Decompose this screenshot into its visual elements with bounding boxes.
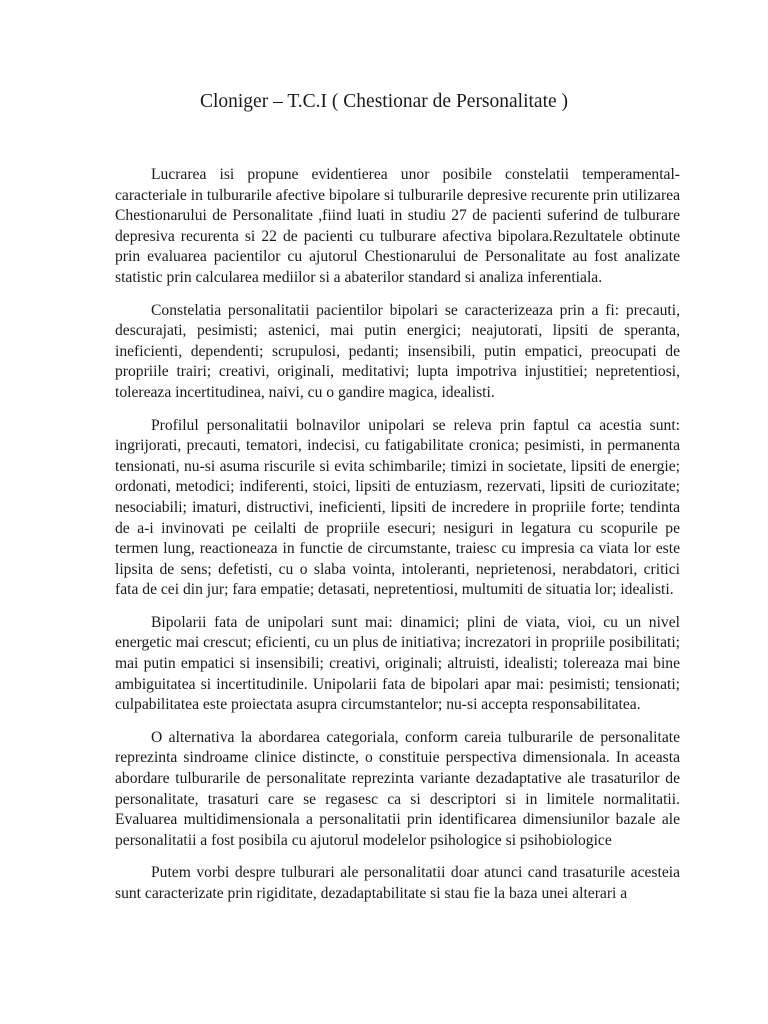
document-body [115, 165, 680, 905]
paragraph-study-description: Lucrarea isi propune evidentierea unor posibile constelatii temperamental-caracteriale in tulburarile afective bipolare si tulburarile depresive recurente prin utilizarea Chestionarului de Personalitate ,fiind luati in studiu 27 de pacienti suferind de tulburare depresiva recurenta si 22 de pacienti cu tulburare afectiva bipolara.Rezultatele obtinute prin evaluarea pacientilor cu ajutorul Chestionarului de Personalitate au fost analizate statistic prin calcularea mediilor si a abaterilor standard si analiza inferentiala. [115, 166, 680, 286]
paragraph-personality-disorders: Putem vorbi despre tulburari ale personalitatii doar atunci cand trasaturile acesteia sunt caracterizate prin rigiditate, dezadaptabilitate si stau fie la baza unei alterari a [115, 864, 680, 902]
paragraph-comparison: Bipolarii fata de unipolari sunt mai: dinamici; plini de viata, vioi, cu un nivel energetic mai crescut; eficienti, cu un plus de initiativa; increzatori in propriile posibilitati; mai putin empatici si insensibili; creativi, originali; altruisti, idealisti; tolereaza mai bine ambiguitatea si incertitudinile. Unipolarii fata de bipolari apar mai: pesimisti; tensionati; culpabilitatea este proiectata asupra circumstantelor; nu-si accepta responsabilitatea. [115, 613, 680, 714]
paragraph-dimensional-perspective: O alternativa la abordarea categoriala, conform careia tulburarile de personalitate reprezinta sindroame clinice distincte, o constituie perspectiva dimensionala. In aceasta abordare tulburarile de personalitate reprezinta variante dezadaptative ale trasaturilor de personalitate, trasaturi care se regasesc ca si descriptori si in limitele normalitatii. Evaluarea multidimensionala a personalitatii prin identificarea dimensiunilor bazale ale personalitatii a fost posibila cu ajutorul modelelor psihologice si psihobiologice [115, 728, 680, 849]
paragraph-unipolar-profile: Profilul personalitatii bolnavilor unipolari se releva prin faptul ca acestia sunt: ingrijorati, precauti, tematori, indecisi, cu fatigabilitate cronica; pesimisti, in permanenta tensionati, nu-si asuma riscurile si evita schimbarile; timizi in societate, lipsiti de energie; ordonati, metodici; indiferenti, stoici, lipsiti de entuziasm, rezervati, lipsiti de curiozitate; nesociabili; imaturi, distructivi, ineficienti, lipsiti de incredere in propriile forte; tendinta de a-i invinovati pe ceilalti de propriile esecuri; nesiguri in legatura cu scopurile pe termen lung, reactioneaza in functie de circumstante, traiesc cu impresia ca viata lor este lipsita de sens; defetisti, cu o slaba vointa, intoleranti, neprietenosi, nerabdatori, critici fata de cei din jur; fara empatie; detasati, nepretentiosi, multumiti de situatia lor; idealisti. [115, 416, 680, 599]
paragraph-bipolar-profile: Constelatia personalitatii pacientilor bipolari se caracterizeaza prin a fi: precauti, descurajati, pesimisti; astenici, mai putin energici; neajutorati, lipsiti de speranta, ineficienti, dependenti; scrupulosi, pedanti; insensibili, putin empatici, preocupati de propriile trairi; creativi, originali, meditativi; lupta impotriva injustitiei; nepretentiosi, tolereaza incertitudinea, naivi, cu o gandire magica, idealisti. [115, 301, 680, 401]
document-title: Cloniger – T.C.I ( Chestionar de Personalitate ) [199, 91, 569, 112]
